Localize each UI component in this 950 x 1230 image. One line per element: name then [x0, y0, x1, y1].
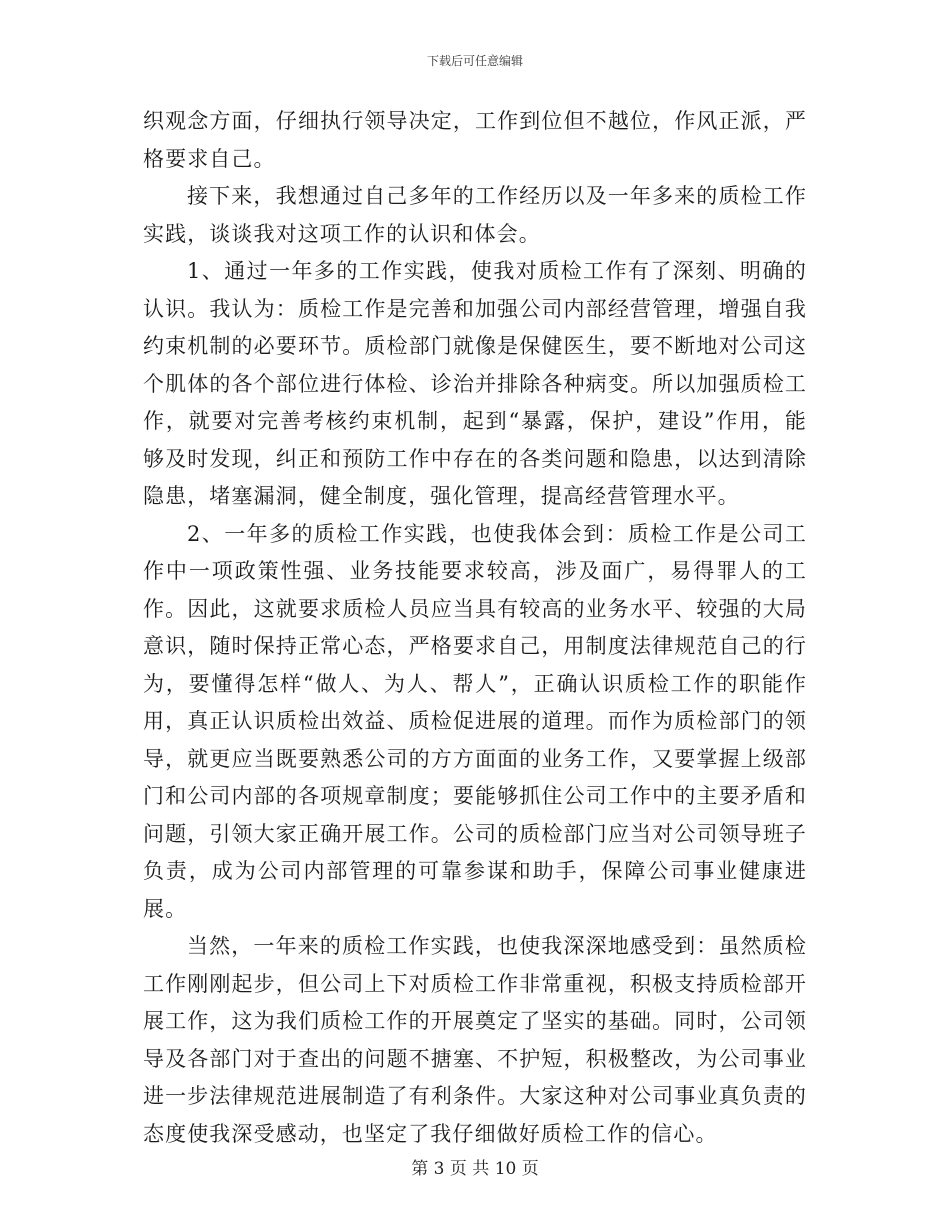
paragraph-point-1: 1、通过一年多的工作实践，使我对质检工作有了深刻、明确的认识。我认为：质检工作是完善和加强公司内部经营管理，增强自我约束机制的必要环节。质检部门就像是保健医生，要不断地对公司这个肌体的各个部位进行体检、诊治并排除各种病变。所以加强质检工作，就要对完善考核约束机制，起到“暴露，保护，建设”作用，能够及时发现，纠正和预防工作中存在的各类问题和隐患，以达到清除隐患，堵塞漏洞，健全制度，强化管理，提高经营管理水平。	[143, 259, 807, 508]
page-header: 下载后可任意编辑	[426, 54, 523, 68]
paragraph-continuation: 织观念方面，仔细执行领导决定，工作到位但不越位，作风正派，严格要求自己。	[143, 109, 807, 171]
page-number-footer: 第 3 页 共 10 页	[411, 1159, 539, 1179]
paragraph-conclusion: 当然，一年来的质检工作实践，也使我深深地感受到：虽然质检工作刚刚起步，但公司上下对质检工作非常重视，积极支持质检部开展工作，这为我们质检工作的开展奠定了坚实的基础。同时，公司领导及各部门对于查出的问题不搪塞、不护短，积极整改，为公司事业进一步法律规范进展制造了有利条件。大家这种对公司事业真负责的态度使我深受感动，也坚定了我仔细做好质检工作的信心。	[143, 934, 807, 1146]
document-body	[143, 103, 807, 1153]
paragraph-point-2: 2、一年多的质检工作实践，也使我体会到：质检工作是公司工作中一项政策性强、业务技能要求较高，涉及面广，易得罪人的工作。因此，这就要求质检人员应当具有较高的业务水平、较强的大局意识，随时保持正常心态，严格要求自己，用制度法律规范自己的行为，要懂得怎样“做人、为人、帮人”，正确认识质检工作的职能作用，真正认识质检出效益、质检促进展的道理。而作为质检部门的领导，就更应当既要熟悉公司的方方面面的业务工作，又要掌握上级部门和公司内部的各项规章制度；要能够抓住公司工作中的主要矛盾和问题，引领大家正确开展工作。公司的质检部门应当对公司领导班子负责，成为公司内部管理的可靠参谋和助手，保障公司事业健康进展。	[143, 521, 807, 921]
paragraph-intro: 接下来，我想通过自己多年的工作经历以及一年多来的质检工作实践，谈谈我对这项工作的认识和体会。	[143, 184, 807, 246]
